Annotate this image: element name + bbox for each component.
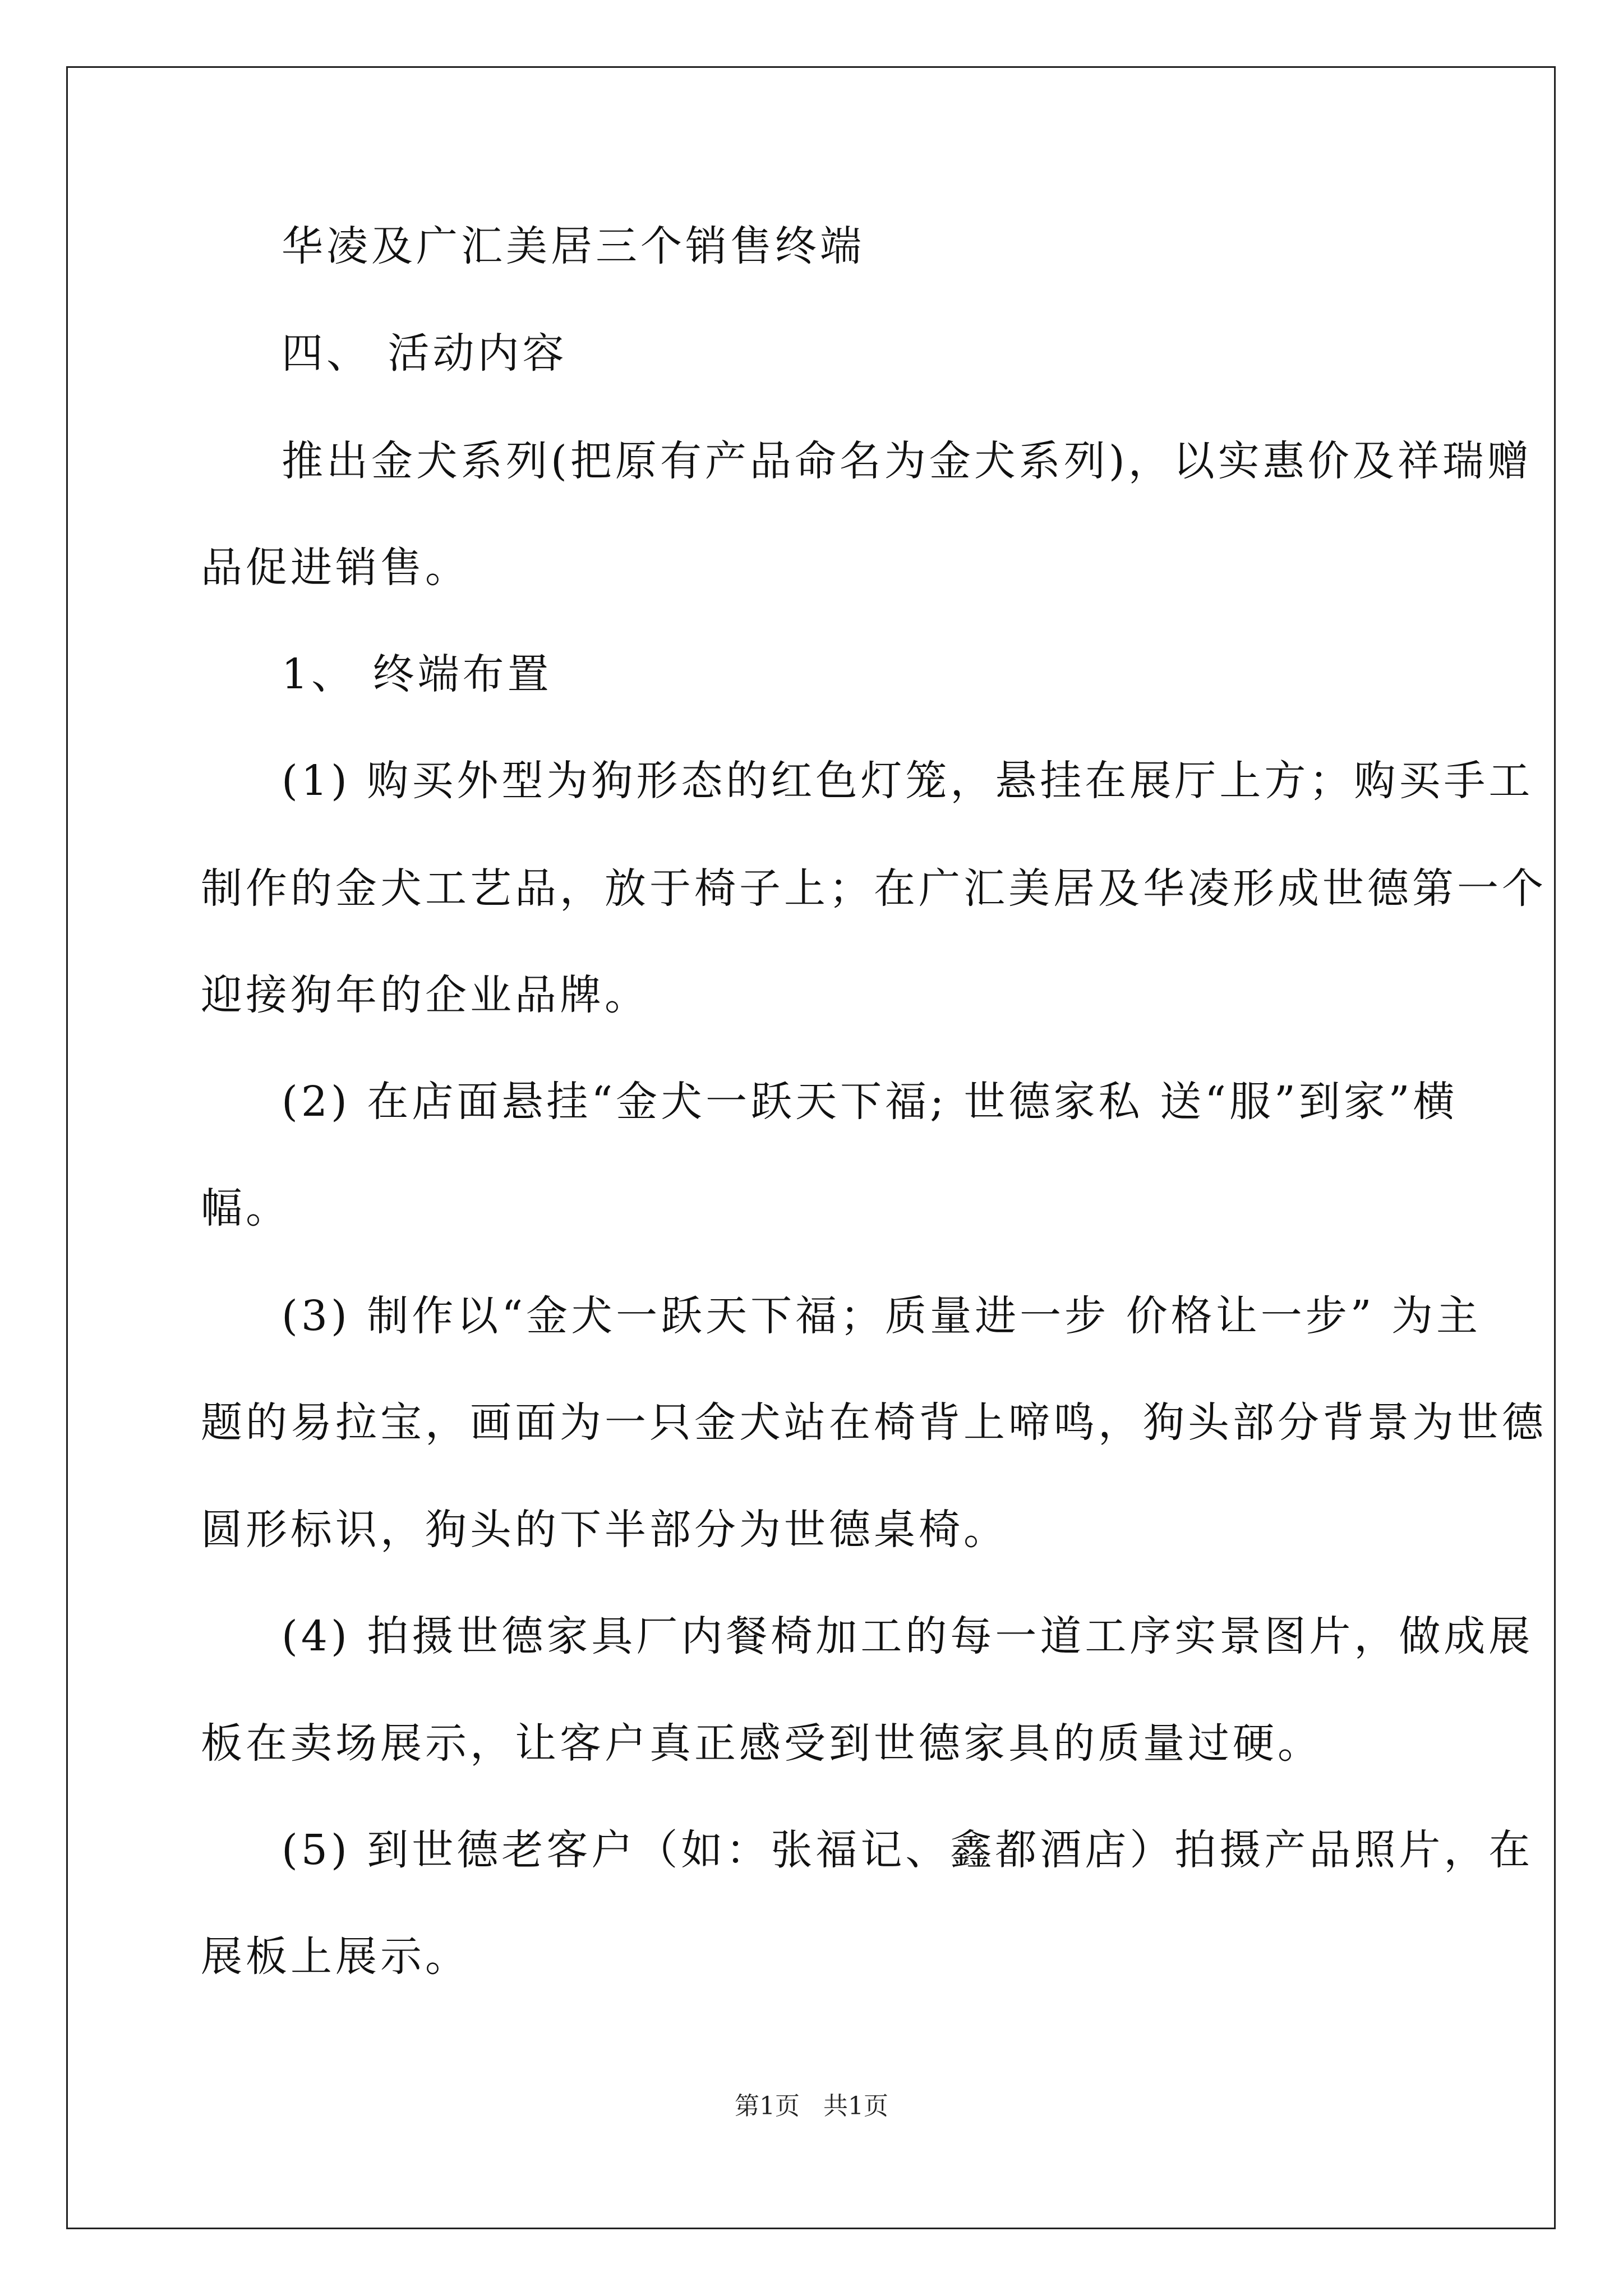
paragraph-line: 板在卖场展示，让客户真正感受到世德家具的质量过硬。 <box>201 1719 1322 1768</box>
paragraph-line: (5) 到世德老客户（如：张福记、鑫都酒店）拍摄产品照片，在 <box>282 1826 1534 1874</box>
paragraph-line: 题的易拉宝，画面为一只金犬站在椅背上啼鸣，狗头部分背景为世德 <box>201 1398 1547 1447</box>
paragraph-line: (1) 购买外型为狗形态的红色灯笼，悬挂在展厅上方；购买手工 <box>282 757 1534 805</box>
heading-activity-content: 四、 活动内容 <box>282 329 568 378</box>
paragraph-line: (3) 制作以“金犬一跃天下福；质量进一步 价格让一步” 为主 <box>282 1292 1482 1340</box>
paragraph-line: 圆形标识，狗头的下半部分为世德桌椅。 <box>201 1506 1008 1554</box>
paragraph-line: 制作的金犬工艺品，放于椅子上；在广汇美居及华凌形成世德第一个 <box>201 864 1547 913</box>
paragraph-line: 幅。 <box>201 1184 291 1232</box>
text-line-terminals: 华凌及广汇美居三个销售终端 <box>282 222 865 270</box>
heading-terminal-layout: 1、 终端布置 <box>282 650 552 698</box>
paragraph-line: 品促进销售。 <box>201 544 470 592</box>
paragraph-line: (4) 拍摄世德家具厂内餐椅加工的每一道工序实景图片，做成展 <box>282 1612 1534 1660</box>
paragraph-line: 推出金犬系列(把原有产品命名为金犬系列)，以实惠价及祥瑞赠 <box>282 437 1532 485</box>
page-border <box>66 66 1556 2229</box>
page-number-footer: 第1页 共1页 <box>735 2092 888 2120</box>
paragraph-line: (2) 在店面悬挂“金犬一跃天下福; 世德家私 送“服”到家”横 <box>282 1078 1458 1126</box>
paragraph-line: 展板上展示。 <box>201 1932 470 1981</box>
paragraph-line: 迎接狗年的企业品牌。 <box>201 971 649 1019</box>
